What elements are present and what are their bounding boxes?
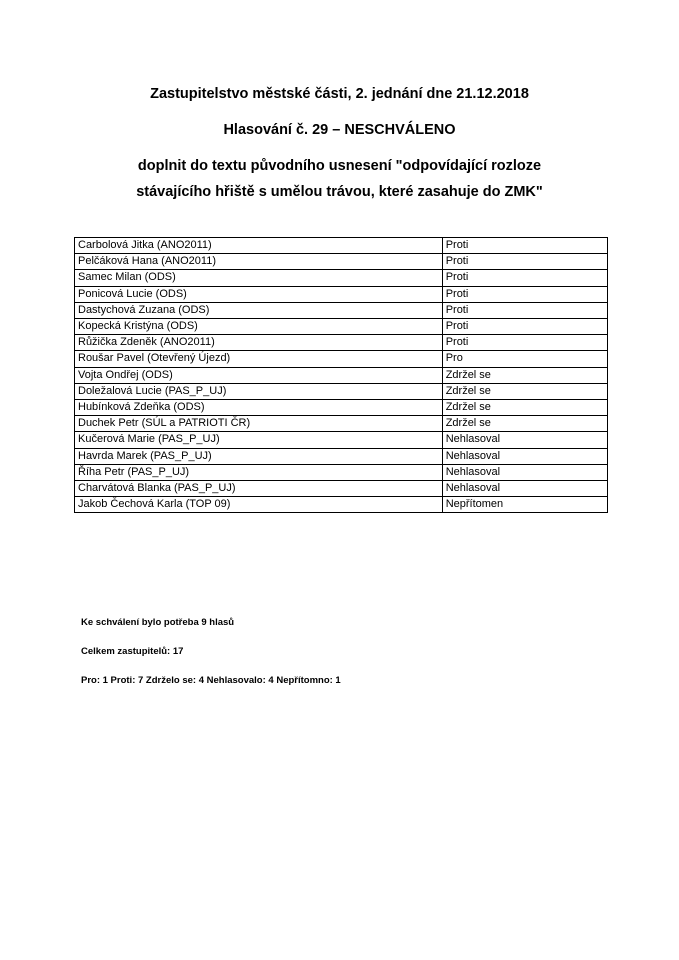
member-name: Charvátová Blanka (PAS_P_UJ)	[75, 481, 443, 497]
member-vote: Proti	[442, 319, 607, 335]
table-row	[75, 464, 608, 480]
table-row	[75, 416, 608, 432]
member-vote: Proti	[442, 238, 607, 254]
session-title: Zastupitelstvo městské části, 2. jednání dne 21.12.2018	[150, 86, 529, 102]
member-name: Carbolová Jitka (ANO2011)	[75, 238, 443, 254]
member-vote: Zdržel se	[442, 383, 607, 399]
motion-text-line-1: doplnit do textu původního usnesení "odpovídající rozloze	[137, 158, 542, 174]
member-name: Říha Petr (PAS_P_UJ)	[75, 464, 443, 480]
member-name: Roušar Pavel (Otevřený Újezd)	[75, 351, 443, 367]
member-name: Hubínková Zdeňka (ODS)	[75, 400, 443, 416]
votes-table-body	[75, 238, 608, 513]
table-row	[75, 270, 608, 286]
member-name: Samec Milan (ODS)	[75, 270, 443, 286]
member-vote: Proti	[442, 254, 607, 270]
member-name: Duchek Petr (SÚL a PATRIOTI ČR)	[75, 416, 443, 432]
motion-text-line-2: stávajícího hřiště s umělou trávou, které zasahuje do ZMK"	[136, 184, 543, 200]
member-name: Pelčáková Hana (ANO2011)	[75, 254, 443, 270]
member-name: Vojta Ondřej (ODS)	[75, 367, 443, 383]
member-name: Kučerová Marie (PAS_P_UJ)	[75, 432, 443, 448]
table-row	[75, 481, 608, 497]
member-vote: Zdržel se	[442, 367, 607, 383]
table-row	[75, 383, 608, 399]
member-vote: Zdržel se	[442, 416, 607, 432]
table-row	[75, 238, 608, 254]
member-vote: Proti	[442, 335, 607, 351]
total-members: Celkem zastupitelů: 17	[81, 646, 184, 657]
table-row	[75, 351, 608, 367]
member-vote: Nehlasoval	[442, 481, 607, 497]
table-row	[75, 432, 608, 448]
member-name: Ponicová Lucie (ODS)	[75, 286, 443, 302]
table-row	[75, 302, 608, 318]
member-name: Havrda Marek (PAS_P_UJ)	[75, 448, 443, 464]
member-vote: Nehlasoval	[442, 448, 607, 464]
member-vote: Zdržel se	[442, 400, 607, 416]
member-name: Jakob Čechová Karla (TOP 09)	[75, 497, 443, 513]
member-vote: Nehlasoval	[442, 464, 607, 480]
member-name: Doležalová Lucie (PAS_P_UJ)	[75, 383, 443, 399]
table-row	[75, 335, 608, 351]
table-row	[75, 367, 608, 383]
table-row	[75, 286, 608, 302]
member-vote: Proti	[442, 302, 607, 318]
member-vote: Pro	[442, 351, 607, 367]
member-vote: Nepřítomen	[442, 497, 607, 513]
member-vote: Nehlasoval	[442, 432, 607, 448]
vote-counts: Pro: 1 Proti: 7 Zdrželo se: 4 Nehlasovalo: 4 Nepřítomno: 1	[81, 675, 341, 686]
votes-table	[74, 237, 608, 513]
table-row	[75, 448, 608, 464]
table-row	[75, 497, 608, 513]
votes-required: Ke schválení bylo potřeba 9 hlasů	[81, 617, 235, 628]
table-row	[75, 400, 608, 416]
table-row	[75, 254, 608, 270]
member-name: Růžička Zdeněk (ANO2011)	[75, 335, 443, 351]
member-vote: Proti	[442, 270, 607, 286]
table-row	[75, 319, 608, 335]
member-vote: Proti	[442, 286, 607, 302]
member-name: Dastychová Zuzana (ODS)	[75, 302, 443, 318]
vote-result-title: Hlasování č. 29 – NESCHVÁLENO	[223, 122, 456, 138]
member-name: Kopecká Kristýna (ODS)	[75, 319, 443, 335]
